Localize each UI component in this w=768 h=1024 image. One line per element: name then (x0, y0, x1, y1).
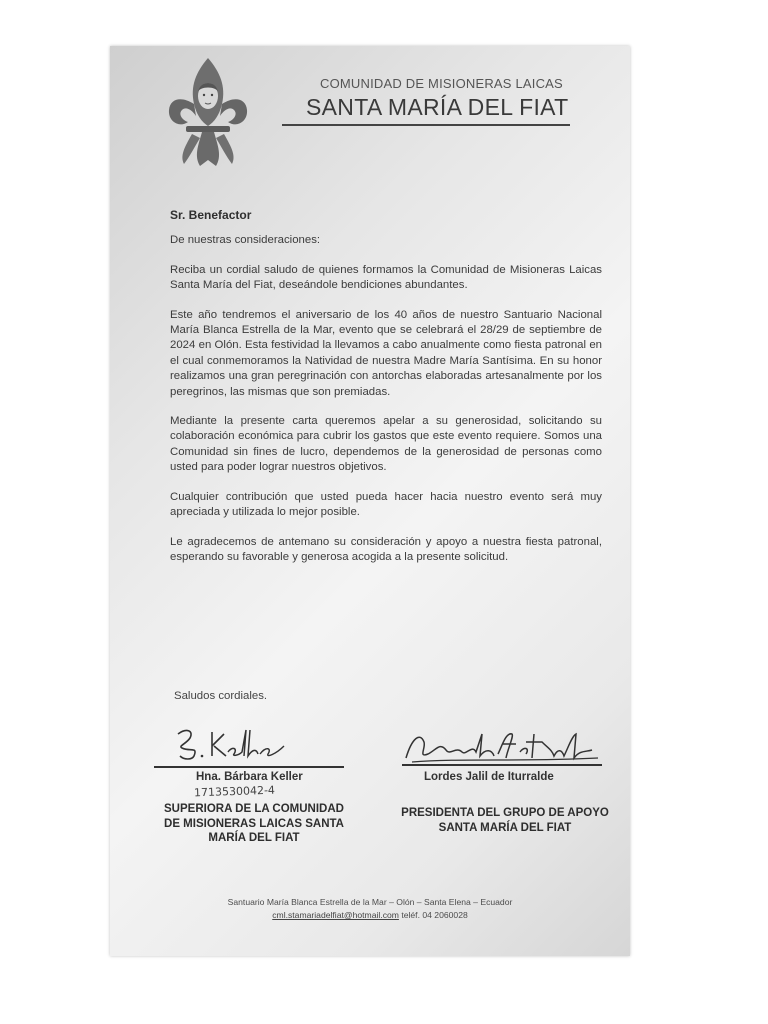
header-rule (282, 124, 570, 126)
paragraph-5: Le agradecemos de antemano su consideración y apoyo a nuestra fiesta patronal, esperando su favorable y generosa acogida a la presente solicitud. (170, 535, 602, 563)
footer-phone: teléf. 04 2060028 (401, 910, 468, 920)
salutation: Sr. Benefactor (170, 208, 252, 222)
handwritten-signature-right-icon (402, 728, 602, 768)
letter-footer (170, 896, 570, 922)
letter-page (110, 46, 630, 956)
signer-title-left-line-3: MARÍA DEL FIAT (208, 832, 300, 844)
signature-block-right (394, 724, 616, 874)
signature-line-left (154, 766, 344, 768)
paragraph-1: Reciba un cordial saludo de quienes formamos la Comunidad de Misioneras Laicas Santa María del Fiat, deseándole bendiciones abundantes. (170, 263, 602, 292)
signer-title-left-line-2: DE MISIONERAS LAICAS SANTA (164, 817, 344, 830)
signer-name-left: Hna. Bárbara Keller (196, 771, 303, 783)
letter-body (170, 208, 602, 579)
fleur-de-lis-logo-icon (166, 56, 250, 168)
paragraph-2: Este año tendremos el aniversario de los 40 años de nuestro Santuario Nacional María Blanca Estrella de la Mar, evento que se celebrará el 28/29 de septiembre de 2024 en Olón. Esta festividad la llevamos a cabo anualmente como fiesta patronal en el cual conmemoramos la Natividad de nuestra Madre María Santísima. En su honor realizamos una gran peregrinación con antorchas elaboradas artesanalmente por los peregrinos, las mismas que son premiadas. (170, 308, 602, 398)
signer-title-right-line-1: PRESIDENTA DEL GRUPO DE APOYO (401, 807, 609, 819)
signer-id-left: 1713530042-4 (193, 783, 276, 800)
handwritten-signature-left-icon (172, 726, 292, 766)
signature-line-right (402, 764, 602, 766)
footer-contact (170, 909, 570, 922)
paragraph-3: Mediante la presente carta queremos apelar a su generosidad, solicitando su colaboración económica para cubrir los gastos que este evento requiere. Somos una Comunidad sin fines de lucro, dependemos de la generosidad de personas como usted para poder lograr nuestros objetivos. (170, 415, 602, 474)
greeting: De nuestras consideraciones: (170, 234, 321, 247)
signer-title-left-line-1: SUPERIORA DE LA COMUNIDAD (164, 803, 344, 815)
footer-email[interactable]: cml.stamariadelfiat@hotmail.com (272, 910, 399, 920)
signer-title-right-line-2: SANTA MARÍA DEL FIAT (438, 821, 572, 834)
signature-block-left (154, 724, 354, 874)
closing: Saludos cordiales. (174, 690, 268, 702)
signer-title-left (154, 802, 354, 846)
signer-name-right: Lordes Jalil de Iturralde (424, 771, 554, 783)
signer-title-right (394, 806, 616, 835)
paragraph-4: Cualquier contribución que usted pueda hacer hacia nuestro evento será muy apreciada y utilizada lo mejor posible. (170, 490, 602, 519)
organization-title: SANTA MARÍA DEL FIAT (306, 94, 569, 120)
organization-subtitle: COMUNIDAD DE MISIONERAS LAICAS (320, 76, 563, 91)
footer-address: Santuario María Blanca Estrella de la Mar – Olón – Santa Elena – Ecuador (227, 897, 513, 907)
